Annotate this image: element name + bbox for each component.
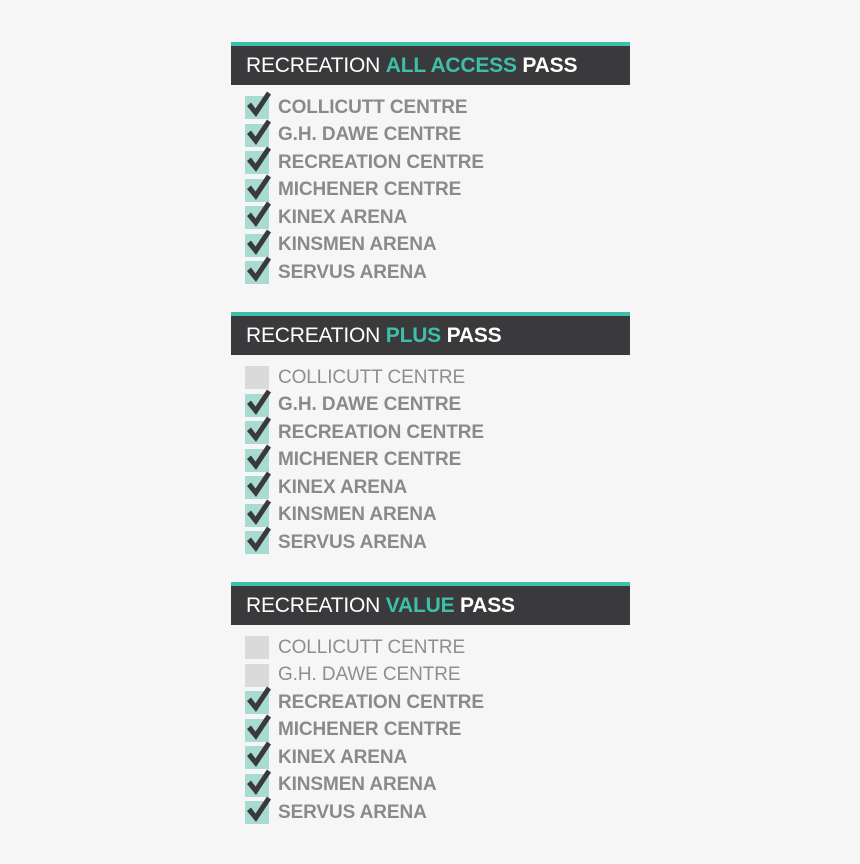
pass-all-access bbox=[231, 42, 630, 283]
pass-header bbox=[231, 42, 630, 85]
facility-list bbox=[245, 364, 484, 557]
facility-name: RECREATION CENTRE bbox=[278, 421, 484, 443]
list-item bbox=[245, 799, 484, 827]
checkmark-shape bbox=[247, 257, 271, 283]
checkmark-icon bbox=[245, 470, 271, 498]
list-item bbox=[245, 364, 484, 392]
facility-name: MICHENER CENTRE bbox=[278, 449, 462, 471]
checked-checkbox bbox=[245, 774, 269, 797]
empty-checkbox-icon bbox=[245, 664, 269, 687]
checkmark-icon bbox=[245, 768, 271, 796]
facility-name: G.H. DAWE CENTRE bbox=[278, 394, 462, 416]
pass-title-prefix: RECREATION bbox=[246, 54, 381, 77]
checkmark-shape bbox=[247, 202, 271, 228]
checkmark-shape bbox=[247, 444, 271, 470]
facility-name: RECREATION CENTRE bbox=[278, 151, 484, 173]
list-item bbox=[245, 419, 484, 447]
list-item bbox=[245, 94, 484, 122]
pass-title-suffix: PASS bbox=[522, 54, 578, 77]
checkmark-icon bbox=[245, 90, 271, 118]
checkmark-icon bbox=[245, 415, 271, 443]
checkmark-shape bbox=[247, 472, 271, 498]
checked-checkbox bbox=[245, 421, 269, 444]
facility-name: COLLICUTT CENTRE bbox=[278, 96, 468, 118]
checkmark-shape bbox=[247, 92, 271, 118]
facility-name: G.H. DAWE CENTRE bbox=[278, 124, 462, 146]
pass-title-suffix: PASS bbox=[460, 594, 515, 617]
checkmark-icon bbox=[245, 498, 271, 526]
list-item bbox=[245, 772, 484, 800]
checkmark-shape bbox=[247, 389, 271, 415]
checked-checkbox bbox=[245, 151, 269, 174]
pass-value bbox=[231, 582, 630, 823]
checked-checkbox bbox=[245, 476, 269, 499]
pass-plus bbox=[231, 312, 630, 553]
list-item bbox=[245, 529, 484, 557]
checkmark-icon bbox=[245, 685, 271, 713]
checked-checkbox bbox=[245, 96, 269, 119]
facility-name: COLLICUTT CENTRE bbox=[278, 366, 466, 388]
checkmark-shape bbox=[247, 742, 271, 768]
checkmark-shape bbox=[247, 499, 271, 525]
list-item bbox=[245, 662, 484, 690]
list-item bbox=[245, 232, 484, 260]
checked-checkbox bbox=[245, 124, 269, 147]
checked-checkbox bbox=[245, 449, 269, 472]
list-item bbox=[245, 177, 484, 205]
checkmark-icon bbox=[245, 713, 271, 741]
checked-checkbox bbox=[245, 234, 269, 257]
checkmark-shape bbox=[247, 147, 271, 173]
checkmark-icon bbox=[245, 145, 271, 173]
checkmark-shape bbox=[247, 714, 271, 740]
facility-name: G.H. DAWE CENTRE bbox=[278, 664, 461, 686]
facility-name: SERVUS ARENA bbox=[278, 261, 427, 283]
list-item bbox=[245, 744, 484, 772]
checkmark-shape bbox=[247, 119, 271, 145]
facility-name: KINSMEN ARENA bbox=[278, 774, 437, 796]
checked-checkbox bbox=[245, 719, 269, 742]
checked-checkbox bbox=[245, 746, 269, 769]
empty-checkbox-icon bbox=[245, 366, 269, 389]
checked-checkbox bbox=[245, 261, 269, 284]
pass-title-prefix: RECREATION bbox=[246, 324, 381, 347]
list-item bbox=[245, 149, 484, 177]
checked-checkbox bbox=[245, 504, 269, 527]
facility-name: RECREATION CENTRE bbox=[278, 691, 484, 713]
list-item bbox=[245, 204, 484, 232]
checkmark-shape bbox=[247, 417, 271, 443]
list-item bbox=[245, 392, 484, 420]
facility-name: KINSMEN ARENA bbox=[278, 234, 437, 256]
pass-title-accent: PLUS bbox=[385, 324, 441, 347]
checkmark-shape bbox=[247, 797, 271, 823]
checkmark-icon bbox=[245, 255, 271, 283]
facility-name: SERVUS ARENA bbox=[278, 801, 427, 823]
checked-checkbox bbox=[245, 206, 269, 229]
pass-title-prefix: RECREATION bbox=[246, 594, 381, 617]
checkmark-icon bbox=[245, 200, 271, 228]
checkmark-icon bbox=[245, 173, 271, 201]
checkmark-shape bbox=[247, 527, 271, 553]
facility-list bbox=[245, 634, 484, 827]
checked-checkbox bbox=[245, 394, 269, 417]
list-item bbox=[245, 689, 484, 717]
checked-checkbox bbox=[245, 179, 269, 202]
pass-title-suffix: PASS bbox=[446, 324, 502, 347]
list-item bbox=[245, 502, 484, 530]
facility-name: KINSMEN ARENA bbox=[278, 504, 437, 526]
checkmark-icon bbox=[245, 228, 271, 256]
pass-title-accent: VALUE bbox=[385, 594, 455, 617]
checkmark-icon bbox=[245, 525, 271, 553]
list-item bbox=[245, 122, 484, 150]
facility-name: MICHENER CENTRE bbox=[278, 179, 462, 201]
checkmark-icon bbox=[245, 443, 271, 471]
pass-header bbox=[231, 312, 630, 355]
checkmark-shape bbox=[247, 687, 271, 713]
facility-name: SERVUS ARENA bbox=[278, 531, 427, 553]
list-item bbox=[245, 717, 484, 745]
checkmark-shape bbox=[247, 229, 271, 255]
list-item bbox=[245, 474, 484, 502]
checkmark-icon bbox=[245, 740, 271, 768]
facility-list bbox=[245, 94, 484, 287]
facility-name: KINEX ARENA bbox=[278, 206, 408, 228]
empty-checkbox-icon bbox=[245, 636, 269, 659]
facility-name: KINEX ARENA bbox=[278, 476, 408, 498]
checkmark-shape bbox=[247, 769, 271, 795]
list-item bbox=[245, 634, 484, 662]
facility-name: KINEX ARENA bbox=[278, 746, 408, 768]
list-item bbox=[245, 447, 484, 475]
list-item bbox=[245, 259, 484, 287]
checked-checkbox bbox=[245, 531, 269, 554]
pass-title-accent: ALL ACCESS bbox=[385, 54, 517, 77]
checkmark-icon bbox=[245, 388, 271, 416]
checked-checkbox bbox=[245, 801, 269, 824]
checked-checkbox bbox=[245, 691, 269, 714]
facility-name: MICHENER CENTRE bbox=[278, 719, 462, 741]
checkmark-icon bbox=[245, 118, 271, 146]
checkmark-shape bbox=[247, 174, 271, 200]
pass-header bbox=[231, 582, 630, 625]
facility-name: COLLICUTT CENTRE bbox=[278, 636, 466, 658]
checkmark-icon bbox=[245, 795, 271, 823]
